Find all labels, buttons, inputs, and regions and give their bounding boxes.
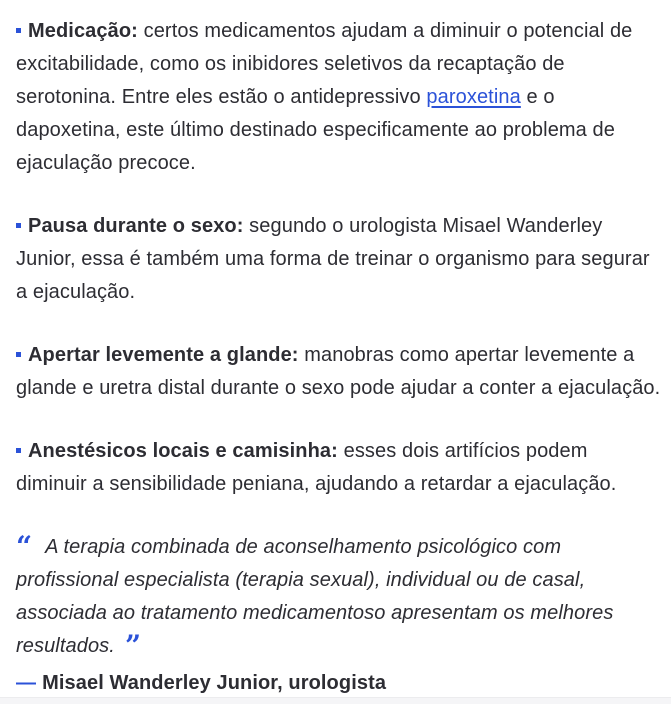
bullet-paragraph-anestesicos xyxy=(16,435,661,501)
bullet-label-medicacao: Medicação: xyxy=(28,20,138,42)
attribution-name: Misael Wanderley Junior, urologista xyxy=(42,672,387,694)
bullet-label-pausa: Pausa durante o sexo: xyxy=(28,215,244,237)
bullet-text: manobras como apertar levemente a glande e uretra distal durante o sexo pode ajudar a conter a ejaculação. xyxy=(16,344,661,399)
close-quote-icon: ” xyxy=(124,629,142,662)
blockquote xyxy=(16,531,661,663)
bullet-label-apertar: Apertar levemente a glande: xyxy=(28,344,299,366)
bullet-square-icon xyxy=(16,448,21,453)
paroxetina-link[interactable]: paroxetina xyxy=(426,86,521,108)
bullet-text-before-link: certos medicamentos ajudam a diminuir o potencial de excitabilidade, como os inibidores seletivos da recaptação de serotonina. Entre eles estão o antidepressivo xyxy=(16,20,633,108)
open-quote-icon: “ xyxy=(16,530,33,563)
bullet-paragraph-pausa xyxy=(16,210,661,309)
attribution-dash: — xyxy=(16,672,37,694)
bullet-square-icon xyxy=(16,352,21,357)
bullet-text: esses dois artifícios podem diminuir a sensibilidade peniana, ajudando a retardar a ejaculação. xyxy=(16,440,617,495)
bullet-square-icon xyxy=(16,223,21,228)
bullet-text: segundo o urologista Misael Wanderley Junior, essa é também uma forma de treinar o organismo para segurar a ejaculação. xyxy=(16,215,650,303)
quote-attribution xyxy=(16,669,661,697)
bullet-label-anestesicos: Anestésicos locais e camisinha: xyxy=(28,440,338,462)
quote-text: A terapia combinada de aconselhamento psicológico com profissional especialista (terapia sexual), individual ou de casal, associada ao tratamento medicamentoso apresentam os melhores resultados. xyxy=(16,536,614,657)
bullet-paragraph-medicacao xyxy=(16,15,661,180)
bullet-text-after-link: e o dapoxetina, este último destinado especificamente ao problema de ejaculação precoce. xyxy=(16,86,615,174)
next-section-edge xyxy=(0,697,671,704)
bullet-paragraph-apertar xyxy=(16,339,661,405)
bullet-square-icon xyxy=(16,28,21,33)
